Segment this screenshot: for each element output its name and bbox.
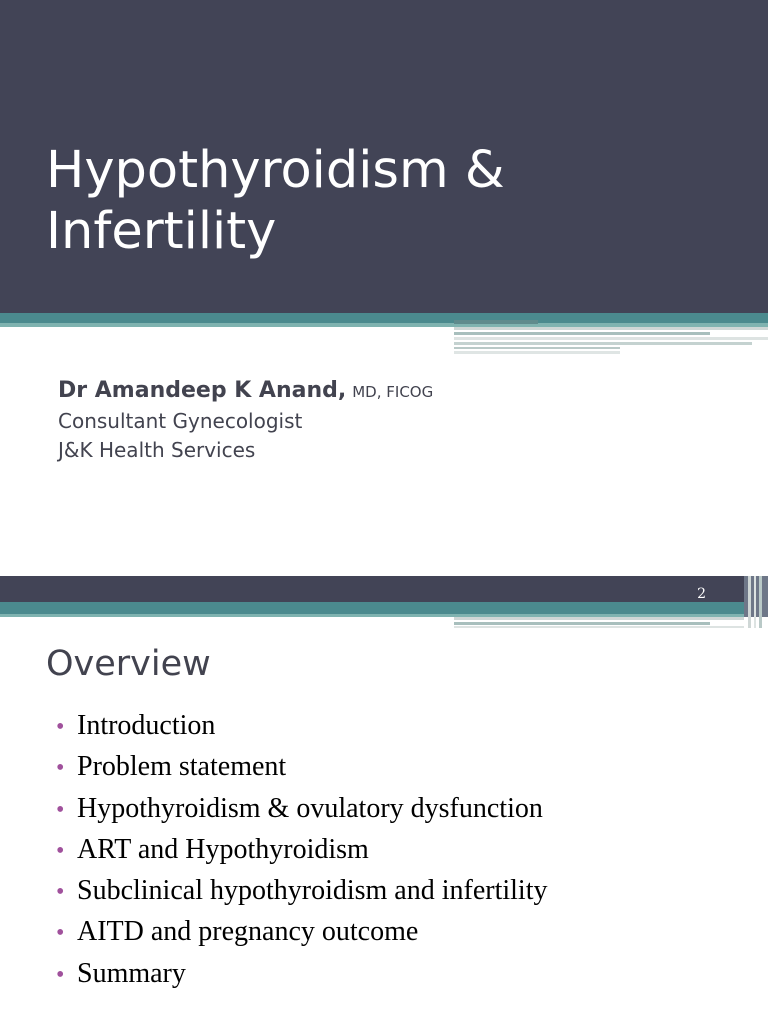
list-item-text: Problem statement — [77, 751, 287, 783]
author-line — [58, 376, 698, 407]
list-item — [56, 912, 746, 953]
bullet-icon: • — [56, 796, 65, 823]
list-item — [56, 747, 746, 788]
decorative-stripe — [748, 576, 751, 628]
decorative-stripe — [454, 622, 710, 625]
teal-accent-band — [0, 313, 768, 323]
bullet-icon: • — [56, 755, 65, 782]
bullet-icon: • — [56, 961, 65, 988]
decorative-stripe — [454, 617, 744, 620]
decorative-stripe — [454, 320, 538, 324]
list-item — [56, 954, 746, 995]
decorative-stripe — [454, 626, 744, 628]
decorative-stripe — [454, 332, 710, 335]
page-number: 2 — [697, 586, 706, 602]
bullet-icon: • — [56, 837, 65, 864]
decorative-stripe — [454, 347, 620, 349]
presentation-title — [46, 140, 726, 262]
list-item — [56, 706, 746, 747]
author-block — [58, 376, 698, 465]
author-role: Consultant Gynecologist — [58, 409, 303, 433]
list-item-text: AITD and pregnancy outcome — [77, 916, 419, 948]
bullet-icon: • — [56, 879, 65, 906]
author-credentials: MD, FICOG — [352, 383, 434, 401]
list-item-text: Introduction — [77, 710, 216, 741]
list-item-text: Subclinical hypothyroidism and infertility — [77, 875, 548, 907]
list-item — [56, 830, 746, 871]
decorative-stripe — [454, 342, 752, 345]
bullet-icon: • — [56, 920, 65, 947]
bullet-icon: • — [56, 714, 65, 740]
decorative-stripe — [754, 576, 756, 628]
overview-header-band — [0, 576, 768, 602]
list-item — [56, 789, 746, 830]
slide-title: Overview — [46, 644, 211, 684]
title-line-2: Infertility — [46, 202, 277, 261]
author-organization: J&K Health Services — [58, 438, 256, 462]
list-item — [56, 871, 746, 912]
decorative-stripe — [710, 332, 768, 335]
list-item-text: Hypothyroidism & ovulatory dysfunction — [77, 792, 543, 824]
title-header-band — [0, 0, 768, 313]
decorative-stripe — [454, 351, 620, 354]
decorative-stripe — [454, 327, 768, 330]
list-item-text: Summary — [77, 957, 186, 989]
bullet-list — [56, 706, 746, 995]
list-item-text: ART and Hypothyroidism — [77, 833, 369, 865]
decorative-stripe — [454, 337, 768, 340]
author-name: Dr Amandeep K Anand, — [58, 378, 347, 403]
teal-accent-band — [0, 602, 768, 614]
title-line-1: Hypothyroidism & — [46, 141, 505, 200]
overview-slide — [0, 576, 768, 1024]
decorative-stripe — [759, 576, 762, 628]
